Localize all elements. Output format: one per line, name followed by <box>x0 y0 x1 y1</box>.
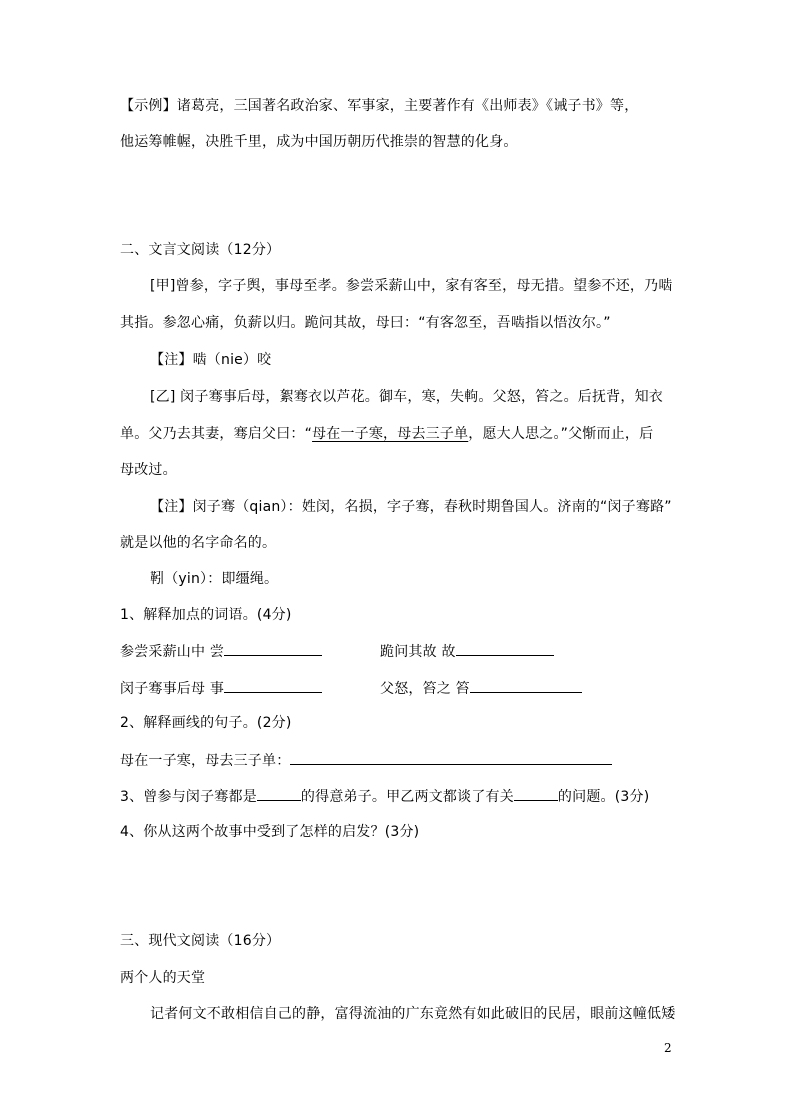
question-4: 4、你从这两个故事中受到了怎样的启发？(3分) <box>120 824 420 840</box>
answer-blank[interactable] <box>290 750 612 765</box>
q1-item-2 <box>380 641 554 662</box>
q1-item-3-text: 闵子骞事后母 事 <box>120 681 225 697</box>
note-yin: 靷（yin）：即缰绳。 <box>150 571 279 587</box>
note-minziqian-line-2: 就是以他的名字命名的。 <box>120 535 277 551</box>
example-line-1: 【示例】诸葛亮，三国著名政治家、军事家，主要著作有《出师表》《诫子书》等， <box>120 98 639 114</box>
section-2-heading: 二、文言文阅读（12分） <box>120 242 281 258</box>
q2-sentence: 母在一子寒，母去三子单： <box>120 753 291 769</box>
section-3-heading: 三、现代文阅读（16分） <box>120 933 281 949</box>
answer-blank[interactable] <box>224 641 322 656</box>
article-title: 两个人的天堂 <box>120 970 206 986</box>
question-2: 2、解释画线的句子。(2分) <box>120 715 292 731</box>
q3-part-3: 的问题。(3分) <box>557 789 650 805</box>
answer-blank[interactable] <box>456 641 554 656</box>
answer-blank[interactable] <box>224 678 322 693</box>
passage-jia-line-1: [甲]曾参，字子舆，事母至孝。参尝采薪山中，家有客至，母无措。望参不还，乃啮 <box>150 278 673 294</box>
q1-item-4-text: 父怒，笞之 笞 <box>380 681 470 697</box>
q1-item-4 <box>380 678 582 699</box>
question-3 <box>120 786 649 807</box>
q1-item-2-text: 跪问其故 故 <box>380 644 456 660</box>
passage-yi-line-2 <box>120 424 653 444</box>
example-line-2: 他运筹帷幄，决胜千里，成为中国历朝历代推崇的智慧的化身。 <box>120 134 518 150</box>
question-1: 1、解释加点的词语。(4分) <box>120 607 292 623</box>
passage-jia-line-2: 其指。参忽心痛，负薪以归。跪问其故，母曰：“有客忽至，吾啮指以悟汝尔。” <box>120 315 611 331</box>
q1-item-1-text: 参尝采薪山中 尝 <box>120 644 225 660</box>
passage-yi-line-1: [乙] 闵子骞事后母，絮骞衣以芦花。御车，寒，失軥。父怒，笞之。后抚背，知衣 <box>150 389 663 405</box>
q2-line <box>120 750 612 771</box>
note-nie: 【注】啮（nie）咬 <box>150 352 272 368</box>
page-number: 2 <box>664 1041 672 1055</box>
q3-part-2: 的得意弟子。甲乙两文都谈了有关 <box>300 789 514 805</box>
passage-yi-line-3: 母改过。 <box>120 462 177 478</box>
answer-blank[interactable] <box>470 678 582 693</box>
answer-blank[interactable] <box>514 786 558 801</box>
q1-item-1 <box>120 641 322 662</box>
q3-part-1: 3、曾参与闵子骞都是 <box>120 789 257 805</box>
answer-blank[interactable] <box>257 786 301 801</box>
q1-item-3 <box>120 678 322 699</box>
article-paragraph-line-1: 记者何文不敢相信自己的静，富得流油的广东竟然有如此破旧的民居，眼前这幢低矮 <box>150 1006 676 1022</box>
note-minziqian-line-1: 【注】闵子骞（qian）：姓闵，名损，字子骞，春秋时期鲁国人。济南的“闵子骞路” <box>150 499 672 515</box>
passage-yi-line-2-end: ，愿大人思之。”父惭而止，后 <box>468 426 654 442</box>
underlined-sentence: 母在一子寒，母去三子单 <box>312 426 469 442</box>
passage-yi-line-2-start: 单。父乃去其妻，骞启父曰：“ <box>120 426 313 442</box>
